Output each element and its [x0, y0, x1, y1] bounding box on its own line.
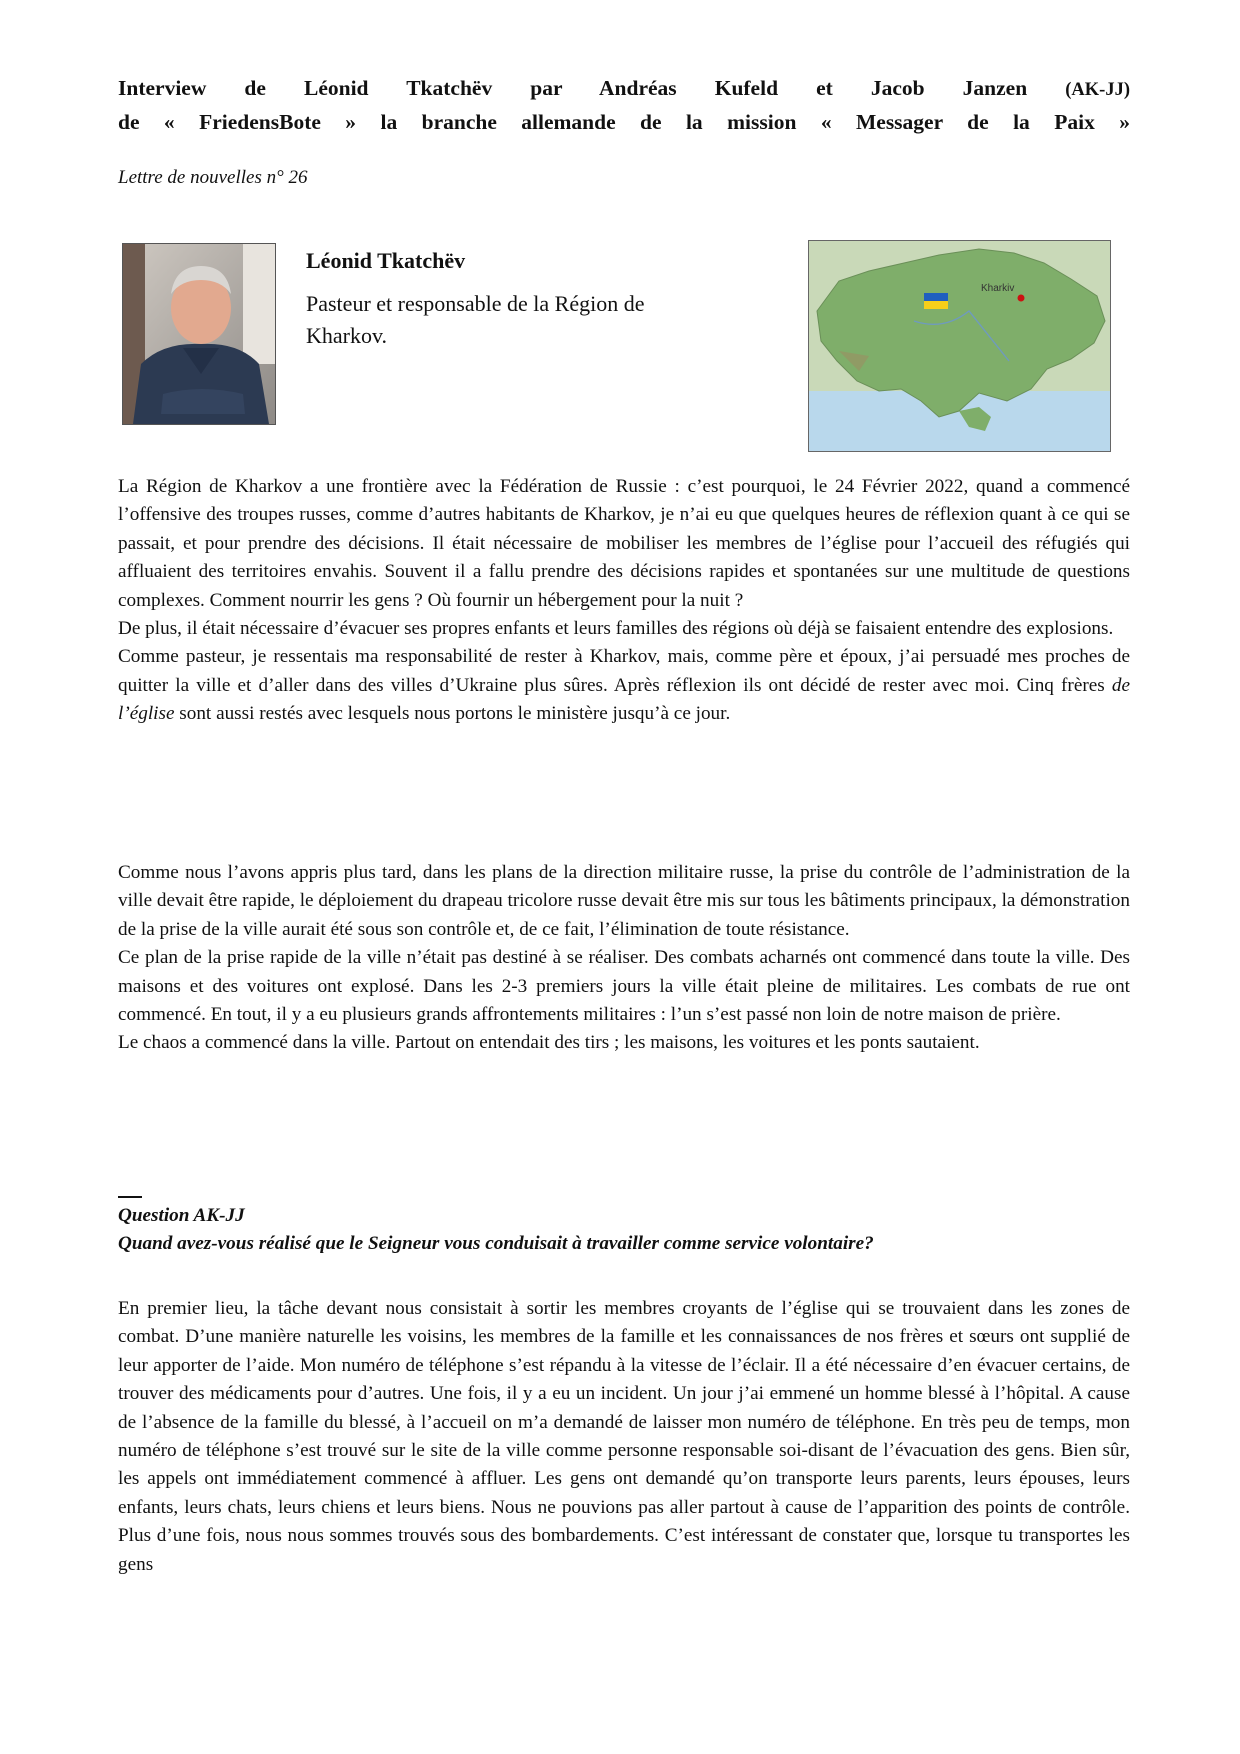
flag-blue-stripe: [924, 293, 948, 301]
title-abbrev: (AK-JJ): [1065, 80, 1130, 100]
paragraph: La Région de Kharkov a une frontière avec la Fédération de Russie : c’est pourquoi, le 24 Février 2022, quand a commencé l’offensive des troupes russes, comme d’autres habitants de Kharkov, je n’ai eu que quelques heures de réflexion quant à ce qui se passait, et pour prendre des décisions. Il était nécessaire de mobiliser les membres de l’église pour l’accueil des réfugiés qui affluaient des territoires envahis. Souvent il a fallu prendre des décisions rapides et spontanées sur une multitude de questions complexes. Comment nourrir les gens ? Où fournir un hébergement pour la nuit ?: [118, 476, 1130, 611]
paragraph: Comme nous l’avons appris plus tard, dans les plans de la direction militaire russe, la prise du contrôle de l’administration de la ville devait être rapide, le déploiement du drapeau tricolore russe devait être mis sur tous les bâtiments principaux, la démonstration de la prise de la ville aurait été sous son contrôle et, de ce fait, l’élimination de toute résistance.: [118, 862, 1130, 940]
answer-section: [118, 1295, 1130, 1579]
profile-role: Pasteur et responsable de la Région de Kharkov.: [306, 291, 645, 348]
question-text: Quand avez-vous réalisé que le Seigneur vous conduisait à travailler comme service volontaire?: [118, 1233, 874, 1254]
question-rule: [118, 1196, 142, 1198]
paragraph: En premier lieu, la tâche devant nous consistait à sortir les membres croyants de l’église qui se trouvaient dans les zones de combat. D’une manière naturelle les voisins, les membres de la famille et les connaissances de nos frères et sœurs ont supplié de leur apporter de l’aide. Mon numéro de téléphone s’est répandu à la vitesse de l’éclair. Il a été nécessaire d’en évacuer certains, de trouver des médicaments pour d’autres. Une fois, il y a eu un incident. Un jour j’ai emmené un homme blessé à l’hôpital. A cause de l’absence de la famille du blessé, à l’accueil on m’a demandé de laisser mon numéro de téléphone. En très peu de temps, mon numéro de téléphone s’est trouvé sur le site de la ville comme personne responsable soi-disant de l’évacuation des gens. Bien sûr, les appels ont immédiatement commencé à affluer. Les gens ont demandé qu’on transporte leurs parents, leurs épouses, leurs enfants, leurs chats, leurs chiens et leurs biens. Nous ne pouvions pas aller partout à cause de l’apparition des points de contrôle. Plus d’une fois, nous nous sommes trouvés sous des bombardements. C’est intéressant de constater que, lorsque tu transportes les gens: [118, 1298, 1130, 1575]
paragraph: De plus, il était nécessaire d’évacuer ses propres enfants et leurs familles des régions où déjà se faisaient entendre des explosions.: [118, 618, 1114, 640]
profile-block: [306, 246, 646, 352]
paragraph: [118, 643, 1130, 728]
title-line-2: de « FriedensBote » la branche allemande de la mission « Messager de la Paix »: [118, 110, 1130, 134]
map-graphic: [809, 241, 1110, 451]
paragraph-text: Comme pasteur, je ressentais ma responsabilité de rester à Kharkov, mais, comme père et époux, j’ai persuadé mes proches de quitter la ville et d’aller dans des villes d’Ukraine plus sûres. Après réflexion ils ont décidé de rester avec moi. Cinq frères: [118, 646, 1130, 696]
flag-yellow-stripe: [924, 301, 948, 309]
title-line-1: [118, 72, 1130, 106]
section-1: [118, 473, 1130, 729]
portrait-image: [123, 244, 275, 424]
kharkiv-marker: [1018, 295, 1025, 302]
paragraph-italic: de l’église: [118, 674, 1130, 725]
newsletter-number: Lettre de nouvelles n° 26: [118, 167, 308, 188]
ukraine-map: [808, 240, 1111, 452]
paragraph: Le chaos a commencé dans la ville. Partout on entendait des tirs ; les maisons, les voitures et les ponts sautaient.: [118, 1032, 980, 1054]
title-main: Interview de Léonid Tkatchëv par Andréas Kufeld et Jacob Janzen: [118, 76, 1028, 100]
paragraph-text: sont aussi restés avec lesquels nous portons le ministère jusqu’à ce jour.: [174, 703, 731, 725]
section-2: [118, 859, 1130, 1058]
paragraph: Ce plan de la prise rapide de la ville n’était pas destiné à se réaliser. Des combats acharnés ont commencé dans toute la ville. Des maisons et des voitures ont explosé. Dans les 2-3 premiers jours la ville était pleine de militaires. Les combats de rue ont commencé. En tout, il y a eu plusieurs grands affrontements militaires : l’un s’est passé non loin de notre maison de prière.: [118, 947, 1130, 1026]
map-city-label: Kharkiv: [981, 283, 1015, 294]
interview-title: [118, 72, 1130, 138]
portrait-photo: [122, 243, 276, 425]
profile-name: Léonid Tkatchëv: [306, 248, 466, 273]
question-label: Question AK-JJ: [118, 1205, 245, 1226]
question-block: [118, 1196, 1130, 1258]
